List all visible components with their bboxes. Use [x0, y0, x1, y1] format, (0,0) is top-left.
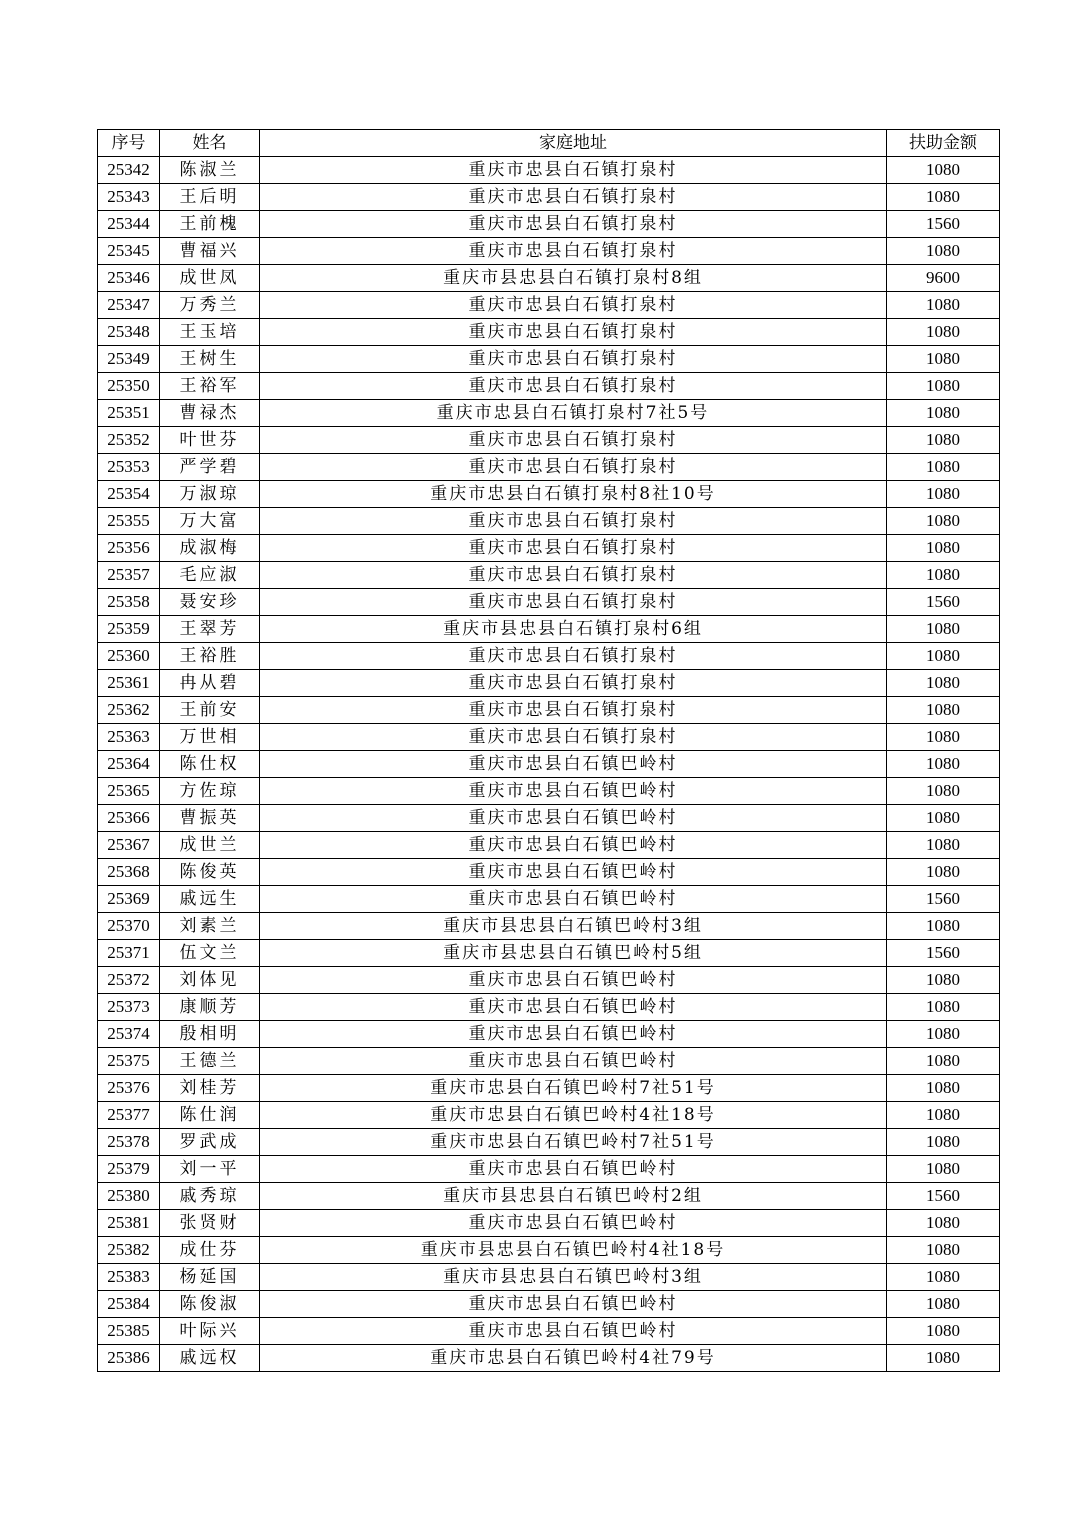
- cell-seq: 25345: [98, 238, 160, 265]
- cell-address: 重庆市忠县白石镇打泉村: [260, 670, 887, 697]
- cell-seq: 25361: [98, 670, 160, 697]
- cell-address: 重庆市县忠县白石镇巴岭村3组: [260, 913, 887, 940]
- cell-address: 重庆市忠县白石镇打泉村: [260, 454, 887, 481]
- cell-address: 重庆市忠县白石镇巴岭村: [260, 778, 887, 805]
- cell-seq: 25379: [98, 1156, 160, 1183]
- cell-amount: 1080: [887, 913, 1000, 940]
- cell-seq: 25365: [98, 778, 160, 805]
- cell-name: 聂安珍: [160, 589, 260, 616]
- table-row: [98, 1210, 1000, 1237]
- cell-name: 陈俊英: [160, 859, 260, 886]
- table-row: [98, 265, 1000, 292]
- cell-name: 叶际兴: [160, 1318, 260, 1345]
- cell-address: 重庆市忠县白石镇巴岭村: [260, 1210, 887, 1237]
- cell-name: 刘桂芳: [160, 1075, 260, 1102]
- table-row: [98, 481, 1000, 508]
- cell-seq: 25380: [98, 1183, 160, 1210]
- cell-address: 重庆市忠县白石镇打泉村: [260, 319, 887, 346]
- cell-address: 重庆市县忠县白石镇巴岭村4社18号: [260, 1237, 887, 1264]
- cell-name: 杨延国: [160, 1264, 260, 1291]
- cell-seq: 25372: [98, 967, 160, 994]
- cell-amount: 1080: [887, 1021, 1000, 1048]
- cell-seq: 25381: [98, 1210, 160, 1237]
- cell-name: 曹福兴: [160, 238, 260, 265]
- cell-name: 叶世芬: [160, 427, 260, 454]
- cell-amount: 1560: [887, 211, 1000, 238]
- cell-seq: 25347: [98, 292, 160, 319]
- cell-name: 罗武成: [160, 1129, 260, 1156]
- cell-seq: 25385: [98, 1318, 160, 1345]
- table-row: [98, 1237, 1000, 1264]
- cell-seq: 25358: [98, 589, 160, 616]
- cell-address: 重庆市县忠县白石镇巴岭村3组: [260, 1264, 887, 1291]
- cell-amount: 1080: [887, 697, 1000, 724]
- table-row: [98, 211, 1000, 238]
- cell-seq: 25378: [98, 1129, 160, 1156]
- assistance-table: [97, 129, 1000, 1372]
- cell-seq: 25384: [98, 1291, 160, 1318]
- table-row: [98, 1021, 1000, 1048]
- table-row: [98, 832, 1000, 859]
- cell-amount: 1080: [887, 1156, 1000, 1183]
- cell-name: 陈淑兰: [160, 157, 260, 184]
- table-row: [98, 1291, 1000, 1318]
- table-row: [98, 346, 1000, 373]
- table-row: [98, 751, 1000, 778]
- table-row: [98, 454, 1000, 481]
- cell-amount: 9600: [887, 265, 1000, 292]
- table-body: [98, 157, 1000, 1372]
- cell-name: 王翠芳: [160, 616, 260, 643]
- cell-address: 重庆市忠县白石镇打泉村7社5号: [260, 400, 887, 427]
- cell-address: 重庆市忠县白石镇巴岭村4社79号: [260, 1345, 887, 1372]
- cell-address: 重庆市县忠县白石镇巴岭村5组: [260, 940, 887, 967]
- cell-name: 成仕芬: [160, 1237, 260, 1264]
- cell-amount: 1560: [887, 589, 1000, 616]
- cell-address: 重庆市忠县白石镇巴岭村: [260, 805, 887, 832]
- cell-address: 重庆市忠县白石镇巴岭村: [260, 1021, 887, 1048]
- cell-name: 万秀兰: [160, 292, 260, 319]
- cell-amount: 1080: [887, 1048, 1000, 1075]
- table-row: [98, 238, 1000, 265]
- table-row: [98, 670, 1000, 697]
- cell-address: 重庆市忠县白石镇巴岭村: [260, 1291, 887, 1318]
- cell-seq: 25344: [98, 211, 160, 238]
- cell-amount: 1080: [887, 1318, 1000, 1345]
- cell-address: 重庆市忠县白石镇打泉村: [260, 643, 887, 670]
- table-row: [98, 724, 1000, 751]
- table-row: [98, 1183, 1000, 1210]
- cell-name: 戚远权: [160, 1345, 260, 1372]
- table-row: [98, 373, 1000, 400]
- cell-amount: 1080: [887, 643, 1000, 670]
- cell-amount: 1080: [887, 1210, 1000, 1237]
- cell-name: 万世相: [160, 724, 260, 751]
- cell-seq: 25348: [98, 319, 160, 346]
- cell-name: 曹禄杰: [160, 400, 260, 427]
- cell-address: 重庆市忠县白石镇打泉村: [260, 589, 887, 616]
- cell-amount: 1080: [887, 184, 1000, 211]
- cell-amount: 1080: [887, 724, 1000, 751]
- table-row: [98, 1345, 1000, 1372]
- cell-amount: 1080: [887, 346, 1000, 373]
- cell-name: 陈俊淑: [160, 1291, 260, 1318]
- cell-address: 重庆市忠县白石镇巴岭村: [260, 859, 887, 886]
- cell-address: 重庆市忠县白石镇打泉村: [260, 346, 887, 373]
- cell-name: 王德兰: [160, 1048, 260, 1075]
- table-row: [98, 589, 1000, 616]
- cell-amount: 1080: [887, 481, 1000, 508]
- cell-amount: 1080: [887, 1129, 1000, 1156]
- cell-address: 重庆市忠县白石镇打泉村: [260, 211, 887, 238]
- cell-address: 重庆市忠县白石镇巴岭村: [260, 1318, 887, 1345]
- table-row: [98, 184, 1000, 211]
- cell-name: 万大富: [160, 508, 260, 535]
- cell-name: 毛应淑: [160, 562, 260, 589]
- cell-amount: 1560: [887, 886, 1000, 913]
- table-row: [98, 157, 1000, 184]
- header-seq: 序号: [98, 130, 160, 157]
- cell-address: 重庆市忠县白石镇巴岭村: [260, 832, 887, 859]
- table-row: [98, 805, 1000, 832]
- cell-seq: 25383: [98, 1264, 160, 1291]
- cell-address: 重庆市忠县白石镇打泉村: [260, 373, 887, 400]
- cell-amount: 1080: [887, 508, 1000, 535]
- cell-seq: 25363: [98, 724, 160, 751]
- cell-seq: 25349: [98, 346, 160, 373]
- cell-name: 伍文兰: [160, 940, 260, 967]
- cell-seq: 25376: [98, 1075, 160, 1102]
- table-row: [98, 994, 1000, 1021]
- cell-seq: 25371: [98, 940, 160, 967]
- cell-name: 万淑琼: [160, 481, 260, 508]
- table-row: [98, 913, 1000, 940]
- cell-amount: 1080: [887, 238, 1000, 265]
- cell-seq: 25362: [98, 697, 160, 724]
- table-row: [98, 535, 1000, 562]
- cell-seq: 25375: [98, 1048, 160, 1075]
- cell-name: 曹振英: [160, 805, 260, 832]
- cell-amount: 1080: [887, 292, 1000, 319]
- cell-seq: 25382: [98, 1237, 160, 1264]
- table-row: [98, 1264, 1000, 1291]
- cell-seq: 25352: [98, 427, 160, 454]
- cell-address: 重庆市忠县白石镇巴岭村: [260, 1156, 887, 1183]
- table-row: [98, 508, 1000, 535]
- cell-address: 重庆市忠县白石镇打泉村: [260, 157, 887, 184]
- cell-amount: 1080: [887, 1102, 1000, 1129]
- table-row: [98, 886, 1000, 913]
- cell-name: 王树生: [160, 346, 260, 373]
- table-row: [98, 1048, 1000, 1075]
- cell-address: 重庆市忠县白石镇打泉村: [260, 535, 887, 562]
- cell-seq: 25367: [98, 832, 160, 859]
- cell-address: 重庆市忠县白石镇打泉村: [260, 724, 887, 751]
- cell-seq: 25368: [98, 859, 160, 886]
- cell-address: 重庆市县忠县白石镇巴岭村2组: [260, 1183, 887, 1210]
- cell-address: 重庆市忠县白石镇巴岭村7社51号: [260, 1075, 887, 1102]
- cell-address: 重庆市忠县白石镇打泉村: [260, 427, 887, 454]
- table-row: [98, 697, 1000, 724]
- cell-address: 重庆市忠县白石镇巴岭村: [260, 1048, 887, 1075]
- cell-amount: 1080: [887, 832, 1000, 859]
- cell-name: 刘体见: [160, 967, 260, 994]
- cell-seq: 25373: [98, 994, 160, 1021]
- cell-amount: 1560: [887, 940, 1000, 967]
- cell-name: 成世兰: [160, 832, 260, 859]
- table-row: [98, 643, 1000, 670]
- table-row: [98, 616, 1000, 643]
- cell-address: 重庆市县忠县白石镇打泉村8组: [260, 265, 887, 292]
- cell-address: 重庆市忠县白石镇巴岭村: [260, 886, 887, 913]
- cell-seq: 25359: [98, 616, 160, 643]
- cell-seq: 25369: [98, 886, 160, 913]
- cell-amount: 1080: [887, 373, 1000, 400]
- cell-amount: 1080: [887, 1075, 1000, 1102]
- table-row: [98, 562, 1000, 589]
- cell-address: 重庆市忠县白石镇巴岭村7社51号: [260, 1129, 887, 1156]
- cell-name: 严学碧: [160, 454, 260, 481]
- cell-address: 重庆市忠县白石镇打泉村: [260, 292, 887, 319]
- cell-seq: 25342: [98, 157, 160, 184]
- cell-name: 陈仕权: [160, 751, 260, 778]
- cell-amount: 1080: [887, 562, 1000, 589]
- cell-seq: 25350: [98, 373, 160, 400]
- cell-amount: 1080: [887, 1291, 1000, 1318]
- cell-address: 重庆市忠县白石镇打泉村8社10号: [260, 481, 887, 508]
- cell-seq: 25360: [98, 643, 160, 670]
- cell-address: 重庆市忠县白石镇打泉村: [260, 697, 887, 724]
- table-row: [98, 940, 1000, 967]
- table-row: [98, 427, 1000, 454]
- cell-amount: 1080: [887, 805, 1000, 832]
- cell-name: 王后明: [160, 184, 260, 211]
- table-row: [98, 1318, 1000, 1345]
- cell-name: 刘素兰: [160, 913, 260, 940]
- cell-name: 冉从碧: [160, 670, 260, 697]
- table-row: [98, 292, 1000, 319]
- cell-name: 戚远生: [160, 886, 260, 913]
- cell-address: 重庆市忠县白石镇打泉村: [260, 184, 887, 211]
- cell-amount: 1080: [887, 859, 1000, 886]
- cell-name: 王前安: [160, 697, 260, 724]
- header-address: 家庭地址: [260, 130, 887, 157]
- cell-seq: 25356: [98, 535, 160, 562]
- cell-address: 重庆市忠县白石镇巴岭村4社18号: [260, 1102, 887, 1129]
- cell-amount: 1080: [887, 319, 1000, 346]
- cell-amount: 1080: [887, 1345, 1000, 1372]
- cell-amount: 1080: [887, 454, 1000, 481]
- cell-seq: 25346: [98, 265, 160, 292]
- cell-seq: 25351: [98, 400, 160, 427]
- cell-address: 重庆市忠县白石镇打泉村: [260, 238, 887, 265]
- cell-seq: 25366: [98, 805, 160, 832]
- cell-name: 王裕胜: [160, 643, 260, 670]
- cell-amount: 1080: [887, 535, 1000, 562]
- cell-amount: 1560: [887, 1183, 1000, 1210]
- cell-address: 重庆市忠县白石镇巴岭村: [260, 967, 887, 994]
- header-name: 姓名: [160, 130, 260, 157]
- table-header-row: [98, 130, 1000, 157]
- header-amount: 扶助金额: [887, 130, 1000, 157]
- table-row: [98, 319, 1000, 346]
- cell-name: 成淑梅: [160, 535, 260, 562]
- cell-address: 重庆市忠县白石镇打泉村: [260, 562, 887, 589]
- cell-amount: 1080: [887, 616, 1000, 643]
- cell-name: 康顺芳: [160, 994, 260, 1021]
- cell-name: 戚秀琼: [160, 1183, 260, 1210]
- cell-amount: 1080: [887, 157, 1000, 184]
- cell-seq: 25370: [98, 913, 160, 940]
- cell-amount: 1080: [887, 967, 1000, 994]
- cell-seq: 25386: [98, 1345, 160, 1372]
- cell-address: 重庆市忠县白石镇打泉村: [260, 508, 887, 535]
- cell-seq: 25353: [98, 454, 160, 481]
- cell-address: 重庆市县忠县白石镇打泉村6组: [260, 616, 887, 643]
- cell-seq: 25374: [98, 1021, 160, 1048]
- table-row: [98, 1075, 1000, 1102]
- cell-name: 陈仕润: [160, 1102, 260, 1129]
- cell-address: 重庆市忠县白石镇巴岭村: [260, 994, 887, 1021]
- cell-seq: 25354: [98, 481, 160, 508]
- cell-seq: 25377: [98, 1102, 160, 1129]
- cell-seq: 25355: [98, 508, 160, 535]
- table-row: [98, 778, 1000, 805]
- cell-name: 王玉培: [160, 319, 260, 346]
- table-row: [98, 859, 1000, 886]
- cell-name: 刘一平: [160, 1156, 260, 1183]
- cell-amount: 1080: [887, 1264, 1000, 1291]
- table-row: [98, 1156, 1000, 1183]
- table-row: [98, 1129, 1000, 1156]
- table-row: [98, 1102, 1000, 1129]
- table-row: [98, 400, 1000, 427]
- table-row: [98, 967, 1000, 994]
- cell-amount: 1080: [887, 1237, 1000, 1264]
- cell-name: 方佐琼: [160, 778, 260, 805]
- cell-amount: 1080: [887, 400, 1000, 427]
- cell-name: 王前槐: [160, 211, 260, 238]
- cell-amount: 1080: [887, 670, 1000, 697]
- cell-amount: 1080: [887, 427, 1000, 454]
- cell-amount: 1080: [887, 994, 1000, 1021]
- cell-amount: 1080: [887, 778, 1000, 805]
- cell-seq: 25364: [98, 751, 160, 778]
- cell-name: 张贤财: [160, 1210, 260, 1237]
- cell-amount: 1080: [887, 751, 1000, 778]
- cell-seq: 25357: [98, 562, 160, 589]
- cell-name: 殷相明: [160, 1021, 260, 1048]
- cell-seq: 25343: [98, 184, 160, 211]
- cell-address: 重庆市忠县白石镇巴岭村: [260, 751, 887, 778]
- cell-name: 成世凤: [160, 265, 260, 292]
- cell-name: 王裕军: [160, 373, 260, 400]
